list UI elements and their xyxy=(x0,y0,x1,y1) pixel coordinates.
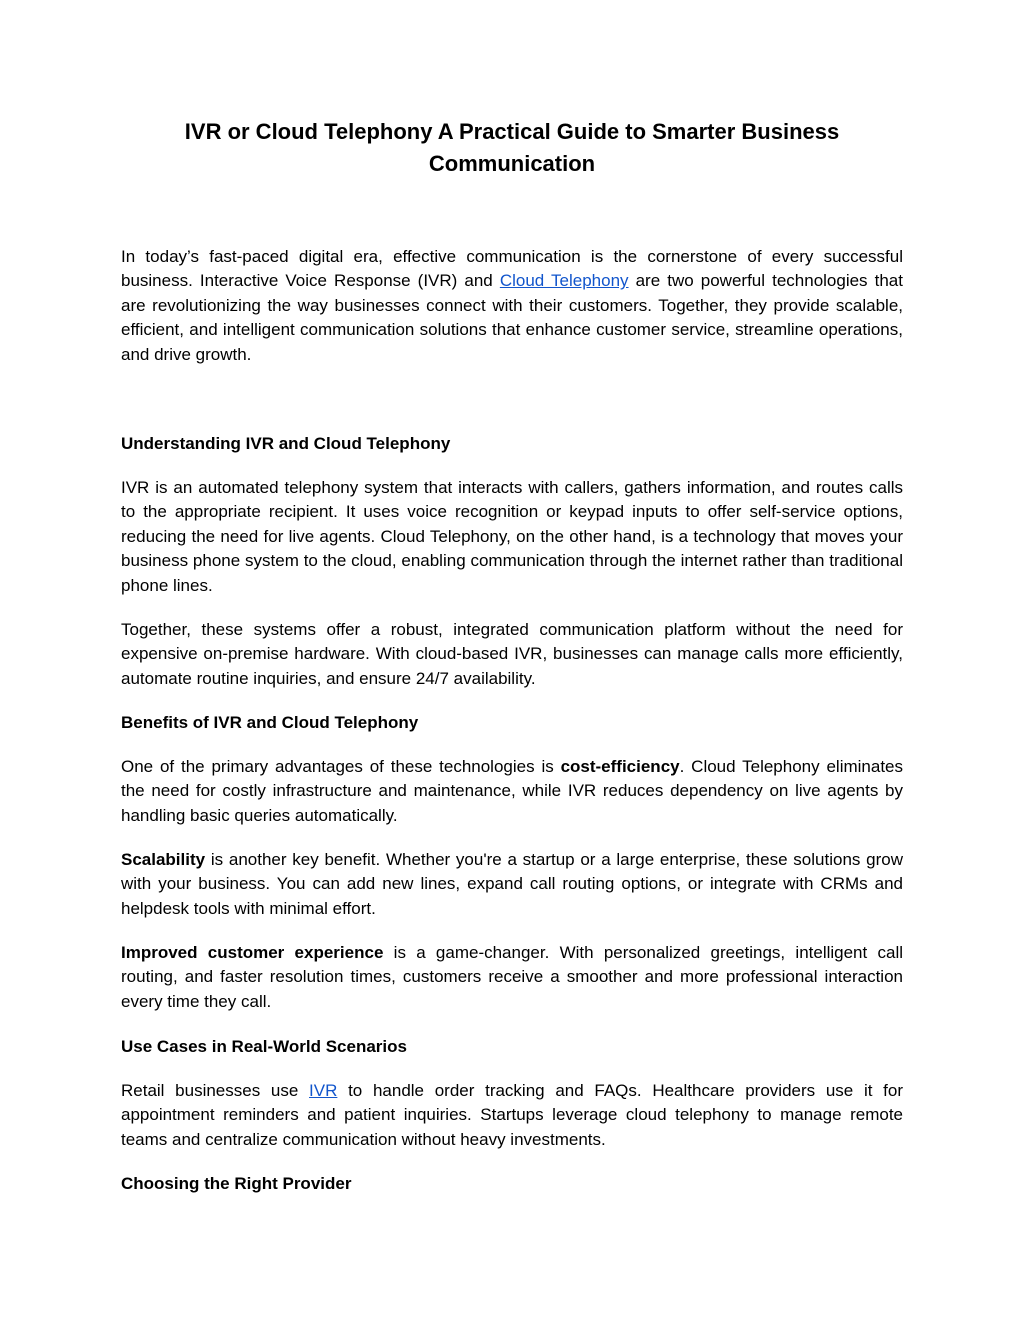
cloud-telephony-link[interactable]: Cloud Telephony xyxy=(499,271,629,291)
benefits-p3-text: is a game-changer. With personalized greetings, intelligent call routing, and faster resolution times, customers receive a smoother and more professional interaction every time they call. xyxy=(121,943,904,1011)
use-cases-text-start: Retail businesses use xyxy=(121,1081,310,1100)
benefits-paragraph-1 xyxy=(121,755,903,828)
use-cases-text-end: to handle order tracking and FAQs. Healthcare providers use it for appointment reminders and patient inquiries. Startups leverage cloud telephony to manage remote teams and centralize communication without heavy investments. xyxy=(121,1081,903,1149)
benefits-p1-text-start: One of the primary advantages of these technologies is xyxy=(121,757,561,776)
page-title: IVR or Cloud Telephony A Practical Guide to Smarter Business Communication xyxy=(184,119,840,176)
intro-paragraph xyxy=(121,245,903,367)
heading-benefits: Benefits of IVR and Cloud Telephony xyxy=(121,713,419,732)
heading-understanding: Understanding IVR and Cloud Telephony xyxy=(121,434,451,453)
benefits-paragraph-2 xyxy=(121,848,903,921)
benefits-p2-text: is another key benefit. Whether you're a startup or a large enterprise, these solutions grow with your business. You can add new lines, expand call routing options, or integrate with CRMs and helpdesk tools with minimal effort. xyxy=(121,850,903,918)
benefits-paragraph-3 xyxy=(121,941,903,1014)
understanding-paragraph-2: Together, these systems offer a robust, integrated communication platform without the need for expensive on-premise hardware. With cloud-based IVR, businesses can manage calls more efficiently, automate routine inquiries, and ensure 24/7 availability. xyxy=(121,620,903,688)
intro-text-start: In today’s fast-paced digital era, effective communication is the cornerstone of every successful business. Interactive Voice Response (IVR) and xyxy=(121,247,903,291)
heading-use-cases: Use Cases in Real-World Scenarios xyxy=(121,1037,407,1056)
ivr-link[interactable]: IVR xyxy=(309,1081,338,1100)
heading-choosing-provider: Choosing the Right Provider xyxy=(121,1174,352,1193)
benefits-p1-text-end: . Cloud Telephony eliminates the need for costly infrastructure and maintenance, while IVR reduces dependency on live agents by handling basic queries automatically. xyxy=(121,757,903,825)
customer-experience-bold: Improved customer experience xyxy=(121,943,384,962)
understanding-paragraph-1: IVR is an automated telephony system that interacts with callers, gathers information, and routes calls to the appropriate recipient. It uses voice recognition or keypad inputs to offer self-service options, reducing the need for live agents. Cloud Telephony, on the other hand, is a technology that moves your business phone system to the cloud, enabling communication through the internet rather than traditional phone lines. xyxy=(121,478,903,595)
use-cases-paragraph xyxy=(121,1079,903,1152)
scalability-bold: Scalability xyxy=(121,850,206,869)
cost-efficiency-bold: cost-efficiency xyxy=(560,757,680,776)
intro-text-end: are two powerful technologies that are revolutionizing the way businesses connect with their customers. Together, they provide scalable, efficient, and intelligent communication solutions that enhance customer service, streamline operations, and drive growth. xyxy=(121,271,903,364)
